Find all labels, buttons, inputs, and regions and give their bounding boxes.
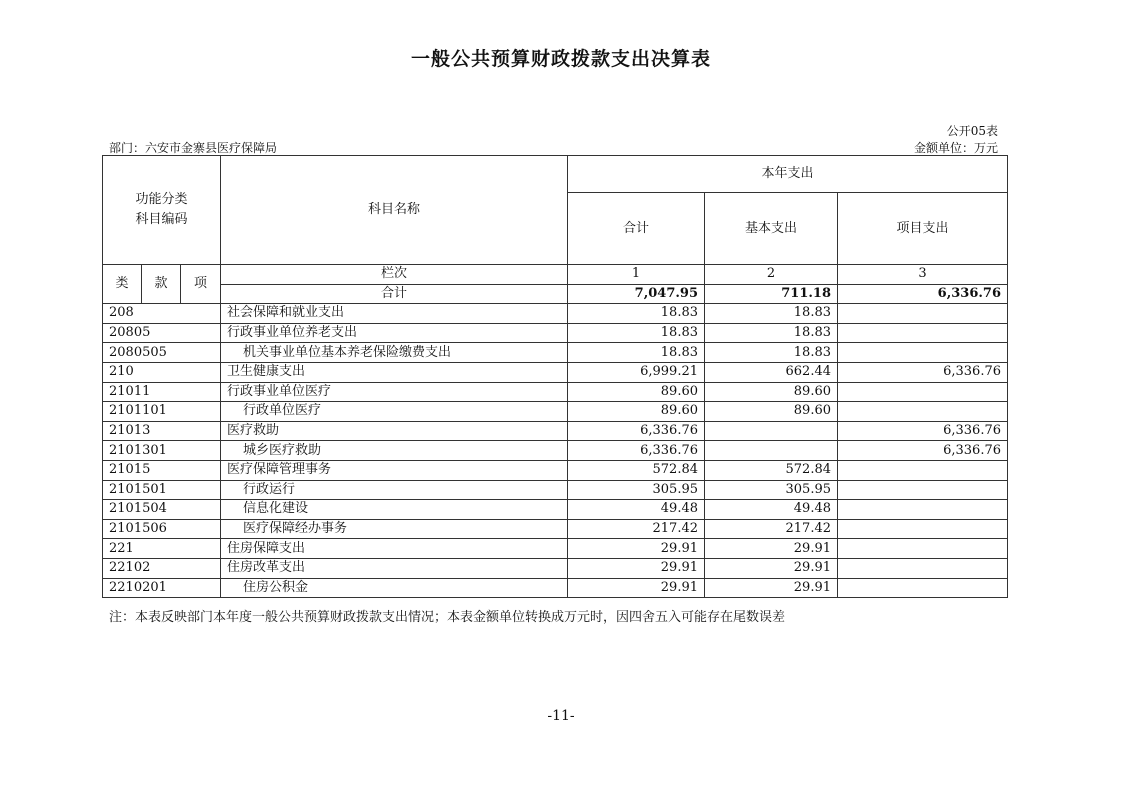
- row-basic: 29.91: [705, 539, 838, 559]
- table-row: [103, 382, 1008, 402]
- row-project: [838, 558, 1008, 578]
- total-row: [103, 284, 1008, 304]
- row-code: 210: [103, 362, 221, 382]
- row-subject-name: 信息化建设: [221, 500, 568, 520]
- row-subject-name: 住房改革支出: [221, 558, 568, 578]
- table-row: [103, 323, 1008, 343]
- row-code: 21011: [103, 382, 221, 402]
- row-total: 29.91: [568, 539, 705, 559]
- row-subject-name: 医疗保障管理事务: [221, 460, 568, 480]
- row-code: 2101501: [103, 480, 221, 500]
- row-project: [838, 500, 1008, 520]
- header-xiang: 项: [181, 265, 221, 304]
- department-label: 部门：六安市金寨县医疗保障局: [109, 141, 278, 155]
- expenditure-table: [102, 155, 1008, 598]
- header-kuan: 款: [142, 265, 181, 304]
- row-project: 6,336.76: [838, 362, 1008, 382]
- row-basic: 217.42: [705, 519, 838, 539]
- row-project: [838, 382, 1008, 402]
- table-row: [103, 441, 1008, 461]
- row-basic: 18.83: [705, 304, 838, 324]
- row-subject-name: 城乡医疗救助: [221, 441, 568, 461]
- row-basic: 89.60: [705, 402, 838, 422]
- table-row: [103, 343, 1008, 363]
- page-title: 一般公共预算财政拨款支出决算表: [410, 48, 711, 70]
- header-col-1: 1: [568, 265, 705, 285]
- row-total: 29.91: [568, 558, 705, 578]
- header-lei: 类: [103, 265, 142, 304]
- row-project: 6,336.76: [838, 421, 1008, 441]
- header-col-2: 2: [705, 265, 838, 285]
- row-total: 6,999.21: [568, 362, 705, 382]
- total-label: 合计: [221, 284, 568, 304]
- table-row: [103, 558, 1008, 578]
- row-subject-name: 行政事业单位养老支出: [221, 323, 568, 343]
- form-number: 公开05表: [946, 124, 998, 138]
- row-code: 21015: [103, 460, 221, 480]
- row-basic: 18.83: [705, 343, 838, 363]
- row-subject-name: 卫生健康支出: [221, 362, 568, 382]
- table-row: [103, 480, 1008, 500]
- row-code: 208: [103, 304, 221, 324]
- row-basic: 49.48: [705, 500, 838, 520]
- header-project: 项目支出: [838, 193, 1008, 265]
- row-total: 305.95: [568, 480, 705, 500]
- row-basic: 29.91: [705, 578, 838, 598]
- row-project: [838, 519, 1008, 539]
- row-basic: [705, 421, 838, 441]
- total-amount: 7,047.95: [568, 284, 705, 304]
- row-code: 21013: [103, 421, 221, 441]
- header-current-year: 本年支出: [568, 156, 1008, 193]
- row-project: [838, 480, 1008, 500]
- row-total: 29.91: [568, 578, 705, 598]
- table-row: [103, 460, 1008, 480]
- row-project: [838, 323, 1008, 343]
- table-row: [103, 519, 1008, 539]
- row-total: 89.60: [568, 382, 705, 402]
- table-row: [103, 362, 1008, 382]
- row-total: 89.60: [568, 402, 705, 422]
- row-total: 6,336.76: [568, 421, 705, 441]
- row-basic: 18.83: [705, 323, 838, 343]
- header-subject-name: 科目名称: [221, 156, 568, 265]
- row-project: [838, 304, 1008, 324]
- table-row: [103, 578, 1008, 598]
- row-project: [838, 402, 1008, 422]
- row-project: 6,336.76: [838, 441, 1008, 461]
- row-total: 572.84: [568, 460, 705, 480]
- header-col-3: 3: [838, 265, 1008, 285]
- table-note: 注：本表反映部门本年度一般公共预算财政拨款支出情况；本表金额单位转换成万元时，因四舍五入可能存在尾数误差: [109, 610, 786, 625]
- row-total: 18.83: [568, 323, 705, 343]
- table-row: [103, 402, 1008, 422]
- row-code: 2101101: [103, 402, 221, 422]
- row-basic: 305.95: [705, 480, 838, 500]
- row-code: 2080505: [103, 343, 221, 363]
- row-project: [838, 460, 1008, 480]
- table-row: [103, 421, 1008, 441]
- row-code: 2101301: [103, 441, 221, 461]
- row-total: 49.48: [568, 500, 705, 520]
- page-number: -11-: [547, 708, 575, 724]
- row-subject-name: 住房保障支出: [221, 539, 568, 559]
- header-func-code: 功能分类 科目编码: [103, 156, 221, 265]
- row-subject-name: 住房公积金: [221, 578, 568, 598]
- row-code: 2101506: [103, 519, 221, 539]
- amount-unit-label: 金额单位：万元: [913, 141, 998, 155]
- row-total: 18.83: [568, 343, 705, 363]
- row-basic: [705, 441, 838, 461]
- row-code: 20805: [103, 323, 221, 343]
- row-basic: 662.44: [705, 362, 838, 382]
- row-subject-name: 社会保障和就业支出: [221, 304, 568, 324]
- row-subject-name: 医疗保障经办事务: [221, 519, 568, 539]
- header-column-label: 栏次: [221, 265, 568, 285]
- table-row: [103, 500, 1008, 520]
- row-total: 217.42: [568, 519, 705, 539]
- row-project: [838, 539, 1008, 559]
- table-row: [103, 304, 1008, 324]
- row-subject-name: 行政运行: [221, 480, 568, 500]
- row-code: 2210201: [103, 578, 221, 598]
- row-code: 221: [103, 539, 221, 559]
- row-total: 18.83: [568, 304, 705, 324]
- header-basic: 基本支出: [705, 193, 838, 265]
- row-subject-name: 医疗救助: [221, 421, 568, 441]
- row-subject-name: 机关事业单位基本养老保险缴费支出: [221, 343, 568, 363]
- row-code: 2101504: [103, 500, 221, 520]
- row-project: [838, 343, 1008, 363]
- header-total: 合计: [568, 193, 705, 265]
- total-basic: 711.18: [705, 284, 838, 304]
- row-project: [838, 578, 1008, 598]
- row-basic: 572.84: [705, 460, 838, 480]
- table-row: [103, 539, 1008, 559]
- row-code: 22102: [103, 558, 221, 578]
- row-subject-name: 行政事业单位医疗: [221, 382, 568, 402]
- row-total: 6,336.76: [568, 441, 705, 461]
- row-basic: 29.91: [705, 558, 838, 578]
- row-subject-name: 行政单位医疗: [221, 402, 568, 422]
- total-project: 6,336.76: [838, 284, 1008, 304]
- row-basic: 89.60: [705, 382, 838, 402]
